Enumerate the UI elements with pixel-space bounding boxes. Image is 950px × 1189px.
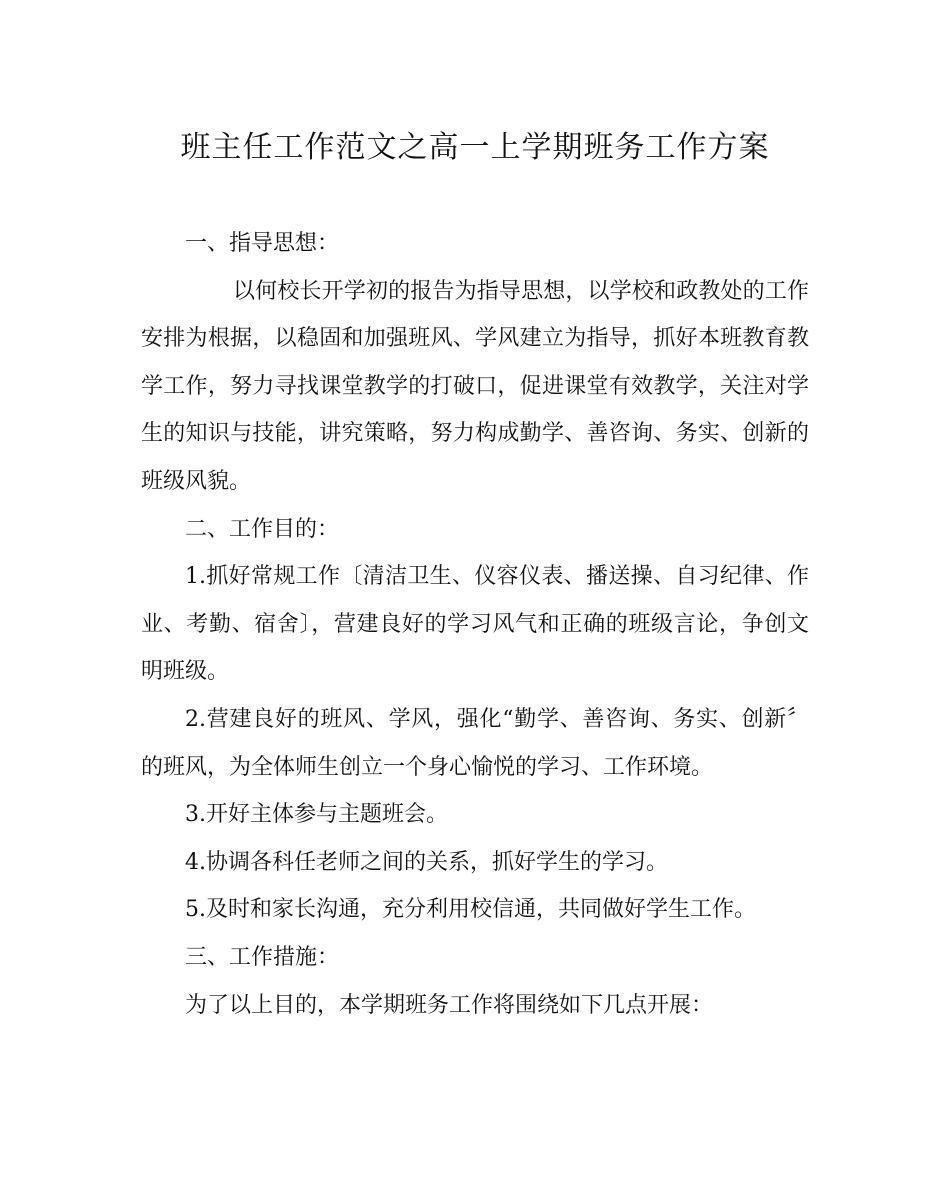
section-heading-work-measures: 三、工作措施： xyxy=(185,944,340,970)
goal-item-2: 2.营建良好的班风、学风，强化“勤学、善咨询、务实、创新〞的班风，为全体师生创立一个身心愉悦的学习、工作环境。 xyxy=(141,706,809,780)
paragraph-measures-intro: 为了以上目的，本学期班务工作将围绕如下几点开展： xyxy=(185,992,714,1018)
goal-item-3: 3.开好主体参与主题班会。 xyxy=(185,802,448,828)
document-body xyxy=(141,220,809,1029)
section-heading-work-goals: 二、工作目的： xyxy=(185,516,340,542)
section-heading-guiding-thought: 一、指导思想： xyxy=(185,231,340,256)
document-title: 班主任工作范文之高一上学期班务工作方案 xyxy=(180,130,770,165)
goal-item-5: 5.及时和家长沟通，充分利用校信通，共同做好学生工作。 xyxy=(185,897,756,923)
goal-item-4: 4.协调各科任老师之间的关系，抓好学生的学习。 xyxy=(185,849,668,875)
goal-item-1: 1.抓好常规工作〔清洁卫生、仪容仪表、播送操、自习纪律、作业、考勤、宿舍〕，营建良好的学习风气和正确的班级言论，争创文明班级。 xyxy=(141,564,809,685)
paragraph-guiding-thought: 以何校长开学初的报告为指导思想，以学校和政教处的工作安排为根据，以稳固和加强班风、学风建立为指导，抓好本班教育教学工作，努力寻找课堂教学的打破口，促进课堂有效教学，关注对学生的知识与技能，讲究策略，努力构成勤学、善咨询、务实、创新的班级风貌。 xyxy=(141,278,809,494)
